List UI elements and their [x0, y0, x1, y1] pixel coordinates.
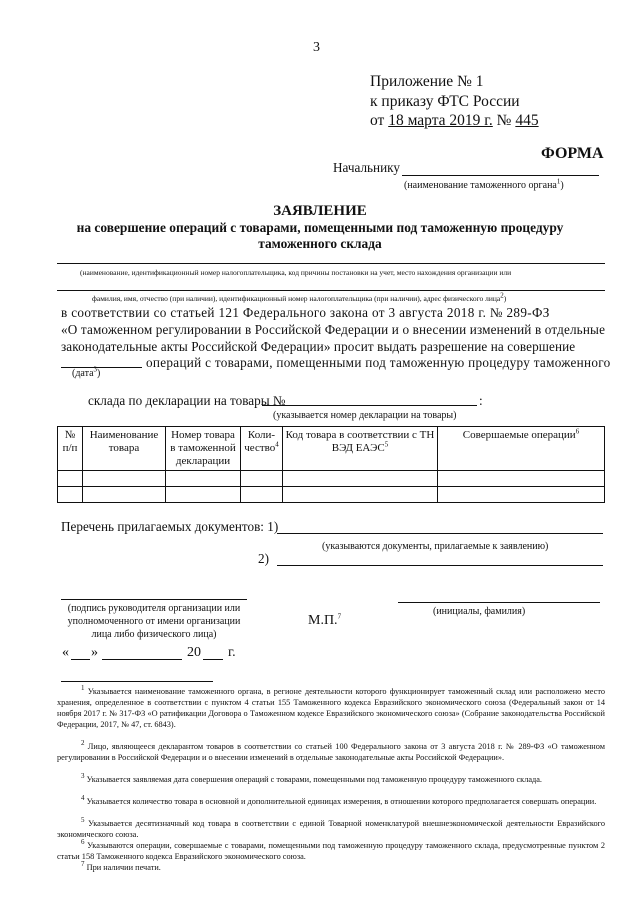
- footnote-4-number: 4: [81, 794, 85, 803]
- declaration-label: склада по декларации на товары №: [88, 393, 286, 408]
- table-cell: [166, 471, 241, 487]
- addressee-caption-end: ): [560, 180, 564, 191]
- header-cell-number: [58, 427, 83, 471]
- stamp-place: [308, 613, 341, 629]
- addressee-caption-text: (наименование таможенного органа: [404, 180, 557, 191]
- table-cell: [283, 471, 438, 487]
- document-title: ЗАЯВЛЕНИЕ: [273, 203, 367, 219]
- footnote-2: [57, 741, 605, 763]
- applicant-line-1: [57, 263, 605, 264]
- footnote-7: [57, 862, 605, 873]
- footnote-6-text: Указываются операции, совершаемые с товарами, помещенными под таможенную процедуру таможенного склада, предусмотренные пунктом 2 статьи 158 Таможенного кодекса Евразийского экономического союза.: [57, 841, 605, 861]
- table-cell: [241, 471, 283, 487]
- declaration-number-line: [262, 405, 477, 406]
- body-line-1: в соответствии со статьей 121 Федерального закона от 3 августа 2018 г. № 289-ФЗ: [61, 305, 550, 320]
- appendix-line-2: к приказу ФТС России: [370, 93, 520, 110]
- footnote-1: [57, 686, 605, 730]
- footnote-ref-3: 3: [93, 365, 98, 374]
- footnote-ref-2: 2: [500, 291, 504, 300]
- header-cell-operations: [438, 427, 605, 471]
- table-header-row: [58, 427, 605, 471]
- table-cell: [83, 487, 166, 503]
- footnote-5-text: Указывается десятизначный код товара в соответствии с единой Товарной номенклатурой внешнеэкономической деятельности Евразийского экономического союза.: [57, 819, 606, 839]
- footnote-3: [57, 774, 605, 785]
- footnote-4-text: Указывается количество товара в основной и дополнительной единицах измерения, в отношении которого предполагается совершать операции.: [86, 797, 597, 806]
- appendix-line-3: [370, 112, 539, 130]
- initials-line: [398, 602, 600, 603]
- header-operations-text: Совершаемые операции: [462, 429, 576, 441]
- body-line-3: законодательные акты Российской Федерации» просит выдать разрешение на совершение: [61, 339, 576, 354]
- signature-line: [61, 599, 247, 600]
- table-cell: [83, 471, 166, 487]
- footnote-3-text: Указывается заявляемая дата совершения операций с товарами, помещенными под таможенную процедуру таможенного склада.: [86, 775, 543, 784]
- footnote-5-number: 5: [81, 816, 85, 825]
- signature-caption-2: уполномоченного от имени организации: [67, 616, 241, 627]
- header-number-text: № п/п: [62, 429, 78, 454]
- documents-item-2-label: 2): [258, 551, 269, 566]
- appendix-date-prefix: от: [370, 112, 389, 129]
- table-cell: [166, 487, 241, 503]
- signature-caption-1: (подпись руководителя организации или: [67, 603, 241, 614]
- table-row: [58, 487, 605, 503]
- form-label: ФОРМА: [541, 145, 604, 162]
- footnote-ref-1: 1: [556, 177, 561, 186]
- declaration-caption: (указывается номер декларации на товары): [273, 410, 457, 421]
- table-cell: [58, 471, 83, 487]
- applicant-caption-2-text: фамилия, имя, отчество (при наличии), идентификационный номер налогоплательщика (при наличии), адрес физического лица: [92, 294, 501, 303]
- footnote-7-number: 7: [81, 860, 85, 869]
- table-cell: [241, 487, 283, 503]
- applicant-caption-2: [92, 291, 507, 303]
- footnote-ref-4: 4: [275, 440, 279, 449]
- appendix-number-prefix: №: [492, 112, 516, 129]
- table-cell: [438, 471, 605, 487]
- applicant-line-2: [57, 290, 605, 291]
- table-cell: [58, 487, 83, 503]
- signature-caption: [52, 602, 256, 641]
- header-name-text: Наименование товара: [89, 429, 159, 454]
- date-year-line: [203, 659, 223, 660]
- footnote-2-text: Лицо, являющееся декларантом товаров в соответствии со статьей 100 Федерального закона от 3 августа 2018 г. № 289-ФЗ «О таможенном регулировании в Российской Федерации и о внесении изменений в отдельные законодательные акты Российской Федерации».: [57, 742, 605, 762]
- appendix-line-1: Приложение № 1: [370, 73, 484, 90]
- footnote-separator: [61, 681, 213, 682]
- footnote-6-number: 6: [81, 838, 85, 847]
- document-subtitle-2: таможенного склада: [258, 236, 382, 251]
- appendix-number: 445: [515, 112, 539, 129]
- footnote-ref-5: 5: [384, 440, 389, 449]
- document-subtitle-1: на совершение операций с товарами, помещенными под таможенную процедуру: [76, 220, 564, 235]
- date-close-quote: »: [91, 645, 98, 660]
- addressee-line: [402, 175, 599, 176]
- footnote-7-text: При наличии печати.: [86, 863, 161, 872]
- header-cell-code: [283, 427, 438, 471]
- addressee-caption: [404, 177, 564, 191]
- appendix-date: 18 марта 2019 г.: [388, 112, 493, 129]
- footnote-4: [57, 796, 605, 807]
- addressee-label: Начальнику: [333, 160, 400, 175]
- footnote-ref-6: 6: [575, 427, 580, 436]
- footnote-2-number: 2: [81, 739, 85, 748]
- page-number: 3: [313, 40, 320, 55]
- header-cell-item-number: [166, 427, 241, 471]
- header-cell-quantity: [241, 427, 283, 471]
- declaration-colon: :: [479, 393, 483, 408]
- footnote-1-text: Указывается наименование таможенного органа, в регионе деятельности которого функционирует таможенный склад или расположено место хранения, определенное в соответствии с пунктом 4 статьи 155 Таможенного кодекса Евразийского экономического союза (Федеральный закон от 14 ноября 2017 г. № 317-ФЗ «О ратификации Договора о Таможенном кодексе Евразийского экономического союза» (Собрание законодательства Российской Федерации, 2017, № 47, ст. 6843).: [57, 687, 606, 729]
- table-row: [58, 471, 605, 487]
- signature-caption-3: лица либо физического лица): [91, 629, 217, 640]
- documents-caption: (указываются документы, прилагаемые к заявлению): [322, 541, 549, 552]
- documents-line-2: [277, 565, 603, 566]
- date-caption: [72, 365, 101, 379]
- applicant-caption-2-end: ): [503, 294, 507, 303]
- header-code-text: Код товара в соответствии с ТН ВЭД ЕАЭС: [285, 429, 435, 454]
- initials-caption: (инициалы, фамилия): [433, 606, 526, 617]
- footnote-6: [57, 840, 605, 862]
- date-year-prefix: 20: [187, 645, 201, 660]
- table-cell: [283, 487, 438, 503]
- goods-table: [57, 426, 605, 503]
- footnote-5: [57, 818, 605, 840]
- header-item-number-text: Номер товара в таможенной декларации: [170, 429, 236, 467]
- header-quantity-text: Коли-чество: [244, 429, 276, 454]
- documents-label: Перечень прилагаемых документов: 1): [61, 519, 279, 534]
- applicant-caption-1: (наименование, идентификационный номер налогоплательщика, код причины постановки на учет, место нахождения организации или: [80, 268, 512, 277]
- date-open-quote: «: [62, 645, 69, 660]
- body-line-2: «О таможенном регулировании в Российской Федерации и о внесении изменений в отдельные: [61, 322, 606, 337]
- documents-line-1: [277, 533, 603, 534]
- body-line-4: операций с товарами, помещенными под таможенную процедуру таможенного: [146, 355, 611, 370]
- date-year-suffix: г.: [228, 645, 236, 660]
- date-caption-end: ): [97, 368, 101, 379]
- footnote-ref-7: 7: [337, 612, 342, 621]
- stamp-text: М.П.: [308, 613, 338, 628]
- table-cell: [438, 487, 605, 503]
- footnote-1-number: 1: [81, 684, 85, 693]
- date-month-line: [102, 659, 182, 660]
- date-caption-text: (дата: [72, 368, 94, 379]
- date-day-line: [71, 659, 90, 660]
- header-cell-name: [83, 427, 166, 471]
- footnote-3-number: 3: [81, 772, 85, 781]
